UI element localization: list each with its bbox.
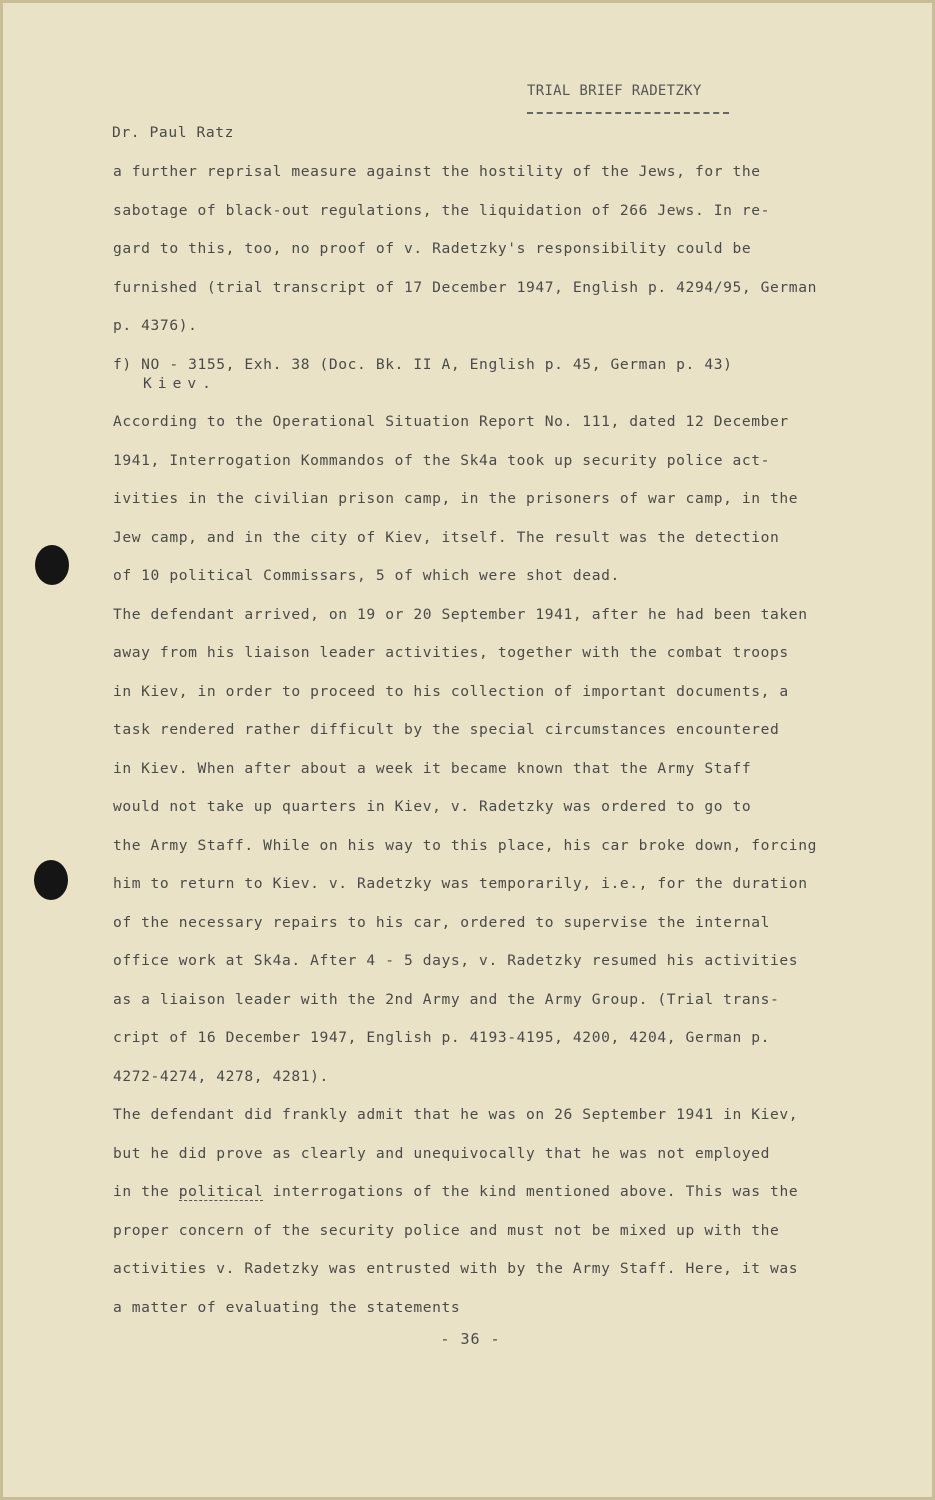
body-line: the Army Staff. While on his way to this place, his car broke down, forcing bbox=[113, 836, 817, 854]
body-line: a further reprisal measure against the hostility of the Jews, for the bbox=[113, 163, 761, 180]
body-line: in Kiev, in order to proceed to his collection of important documents, a bbox=[113, 682, 789, 700]
body-line: The defendant did frankly admit that he was on 26 September 1941 in Kiev, bbox=[113, 1106, 799, 1123]
body-line: him to return to Kiev. v. Radetzky was temporarily, i.e., for the duration bbox=[113, 875, 808, 892]
body-line: ivities in the civilian prison camp, in the prisoners of war camp, in the bbox=[113, 490, 799, 507]
body-line: but he did prove as clearly and unequivocally that he was not employed bbox=[113, 1144, 771, 1162]
body-line-with-underline bbox=[113, 1182, 873, 1221]
body-line: of the necessary repairs to his car, ordered to supervise the internal bbox=[113, 913, 771, 931]
body-line: as a liaison leader with the 2nd Army and the Army Group. (Trial trans- bbox=[113, 990, 780, 1008]
document-header-title: TRIAL BRIEF RADETZKY bbox=[527, 83, 702, 99]
body-line: 1941, Interrogation Kommandos of the Sk4a took up security police act- bbox=[113, 451, 771, 469]
body-line: Jew camp, and in the city of Kiev, itself. The result was the detection bbox=[113, 528, 780, 546]
body-line: p. 4376). bbox=[113, 317, 198, 334]
author-line: Dr. Paul Ratz bbox=[112, 124, 235, 141]
body-line: of 10 political Commissars, 5 of which were shot dead. bbox=[113, 567, 620, 584]
document-body bbox=[113, 162, 873, 1336]
body-line: gard to this, too, no proof of v. Radetzky's responsibility could be bbox=[113, 240, 752, 257]
body-line: 4272-4274, 4278, 4281). bbox=[113, 1067, 329, 1085]
header-underline bbox=[527, 112, 729, 114]
body-line: a matter of evaluating the statements bbox=[113, 1298, 461, 1316]
body-line: in Kiev. When after about a week it became known that the Army Staff bbox=[113, 759, 752, 777]
body-line: away from his liaison leader activities, together with the combat troops bbox=[113, 644, 789, 661]
body-line: office work at Sk4a. After 4 - 5 days, v. Radetzky resumed his activities bbox=[113, 952, 799, 969]
page-number: - 36 - bbox=[440, 1330, 501, 1348]
exhibit-location: Kiev. bbox=[143, 374, 217, 392]
body-line: task rendered rather difficult by the special circumstances encountered bbox=[113, 721, 780, 738]
body-line: The defendant arrived, on 19 or 20 September 1941, after he had been taken bbox=[113, 605, 808, 623]
body-line: cript of 16 December 1947, English p. 4193-4195, 4200, 4204, German p. bbox=[113, 1029, 771, 1046]
punch-hole bbox=[35, 545, 69, 585]
body-line-start: in the bbox=[113, 1183, 170, 1200]
body-line: activities v. Radetzky was entrusted with by the Army Staff. Here, it was bbox=[113, 1260, 799, 1277]
body-line: sabotage of black-out regulations, the liquidation of 266 Jews. In re- bbox=[113, 201, 771, 219]
exhibit-reference: f) NO - 3155, Exh. 38 (Doc. Bk. II A, English p. 45, German p. 43) bbox=[113, 355, 733, 373]
body-line: furnished (trial transcript of 17 December 1947, English p. 4294/95, German bbox=[113, 278, 817, 296]
body-line: would not take up quarters in Kiev, v. Radetzky was ordered to go to bbox=[113, 798, 752, 815]
punch-hole bbox=[34, 860, 68, 900]
body-line-end: interrogations of the kind mentioned above. This was the bbox=[263, 1183, 799, 1200]
body-line: proper concern of the security police and must not be mixed up with the bbox=[113, 1221, 780, 1239]
underlined-word: political bbox=[178, 1183, 264, 1200]
body-line: According to the Operational Situation Report No. 111, dated 12 December bbox=[113, 413, 789, 430]
